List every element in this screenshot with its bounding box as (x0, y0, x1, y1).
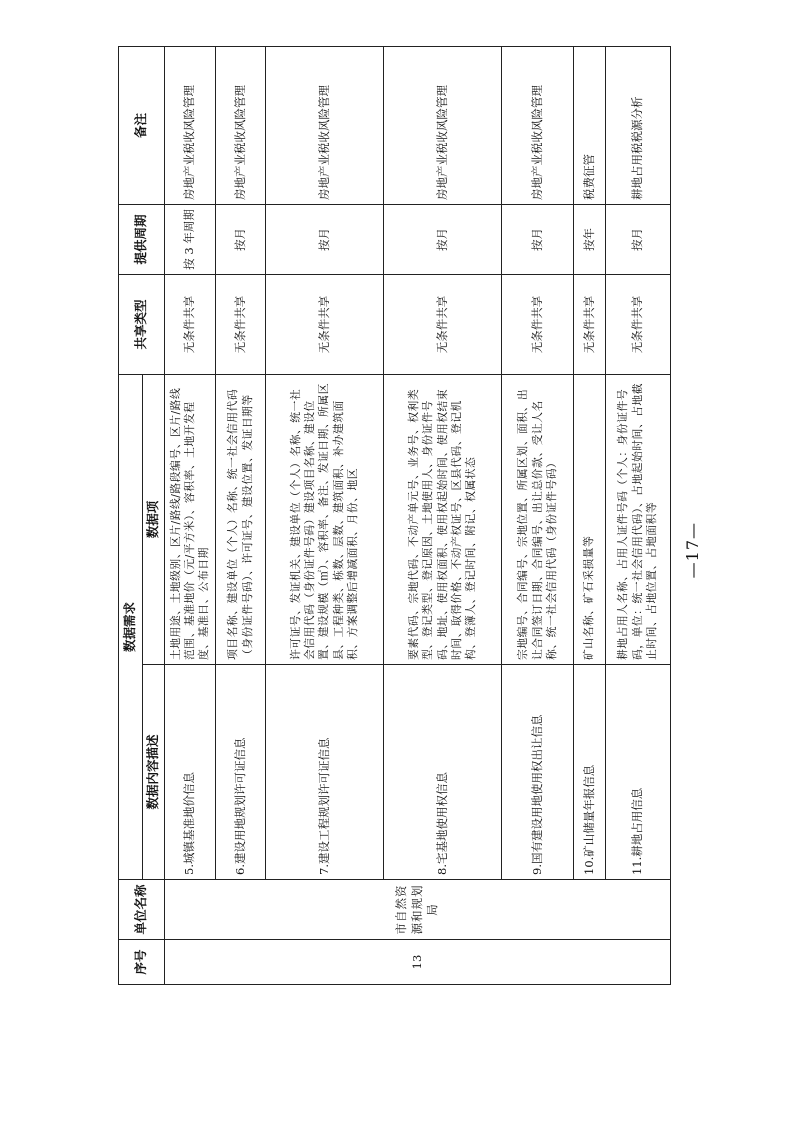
data-items: 矿山名称、矿石采损量等 (574, 374, 606, 664)
remark: 房地产业税收风险管理 (165, 46, 216, 204)
share-type: 无条件共享 (216, 274, 266, 374)
table-row (384, 46, 502, 984)
table-row (502, 46, 574, 984)
share-type: 无条件共享 (574, 274, 606, 374)
provide-period: 按月 (216, 204, 266, 274)
provide-period: 按月 (265, 204, 383, 274)
seq-cell: 13 (165, 940, 671, 985)
remark: 房地产业税收风险管理 (502, 46, 574, 204)
data-items: 项目名称、建设单位（个人）名称、统一社会信用代码（身份证件号码）、许可证号、建设位置、发证日期等 (216, 374, 266, 664)
table-row (265, 46, 383, 984)
remark: 房地产业税收风险管理 (265, 46, 383, 204)
provide-period: 按 3 年周期 (165, 204, 216, 274)
content-description: 5.城镇基准地价信息 (165, 665, 216, 880)
table-row (574, 46, 606, 984)
data-sharing-table (118, 46, 671, 985)
header-seq: 序号 (119, 940, 165, 985)
table-row (605, 46, 670, 984)
data-items: 土地用途、土地级别、区片/路线/路段编号、区片/路线范围、基准地价（元/平方米）、容积率、土地开发程度、基准日、公布日期 (165, 374, 216, 664)
share-type: 无条件共享 (605, 274, 670, 374)
content-description: 8.宅基地使用权信息 (384, 665, 502, 880)
header-row-1 (119, 46, 143, 984)
header-unit: 单位名称 (119, 880, 165, 940)
data-items: 许可证号、发证机关、建设单位（个人）名称、统一社会信用代码（身份证件号码）建设项目名称、建设位置、建设规模（㎡）、容积率、备注、发证日期、所属区县、工程种类、栋数、层数、建筑面积、补办建筑面积、方案调整后增减面积、月份、地区 (265, 374, 383, 664)
unit-name-cell: 市自然资源和规划局 (165, 880, 671, 940)
share-type: 无条件共享 (502, 274, 574, 374)
header-period: 提供周期 (119, 204, 165, 274)
content-description: 7.建设工程规划许可证信息 (265, 665, 383, 880)
remark: 耕地占用税税源分析 (605, 46, 670, 204)
provide-period: 按月 (605, 204, 670, 274)
provide-period: 按年 (574, 204, 606, 274)
content-description: 10.矿山储量年报信息 (574, 665, 606, 880)
data-items: 要素代码、宗地代码、不动产单元号、业务号、权利类型、登记类型、登记原因、土地使用人、身份证件号码、地址、使用权面积、使用权起始时间、使用权结束时间、取得价格、不动产权证号、区县代码、登记机构、登簿人、登记时间、附记、权属状态 (384, 374, 502, 664)
share-type: 无条件共享 (265, 274, 383, 374)
table-row (216, 46, 266, 984)
data-items: 耕地占用人名称、占用人证件号码（个人：身份证件号码，单位：统一社会信用代码）、占地起始时间、占地截止时间、占地位置、占地面积等 (605, 374, 670, 664)
header-remark: 备注 (119, 46, 165, 204)
remark: 房地产业税收风险管理 (216, 46, 266, 204)
table-row (165, 46, 216, 984)
content-description: 6.建设用地规划许可证信息 (216, 665, 266, 880)
provide-period: 按月 (502, 204, 574, 274)
provide-period: 按月 (384, 204, 502, 274)
content-description: 11.耕地占用信息 (605, 665, 670, 880)
header-data-items: 数据项 (143, 374, 165, 664)
remark: 房地产业税收风险管理 (384, 46, 502, 204)
page-number: —17— (683, 522, 702, 579)
header-share-type: 共享类型 (119, 274, 165, 374)
header-content-description: 数据内容描述 (143, 665, 165, 880)
data-items: 宗地编号、合同编号、宗地位置、所属区划、面积、出让合同签订日期、合同编号、出让总价款、受让人名称、统一社会信用代码（身份证件号码） (502, 374, 574, 664)
share-type: 无条件共享 (384, 274, 502, 374)
content-description: 9.国有建设用地使用权出让信息 (502, 665, 574, 880)
share-type: 无条件共享 (165, 274, 216, 374)
header-data-requirement: 数据需求 (119, 374, 143, 879)
remark: 税费征管 (574, 46, 606, 204)
